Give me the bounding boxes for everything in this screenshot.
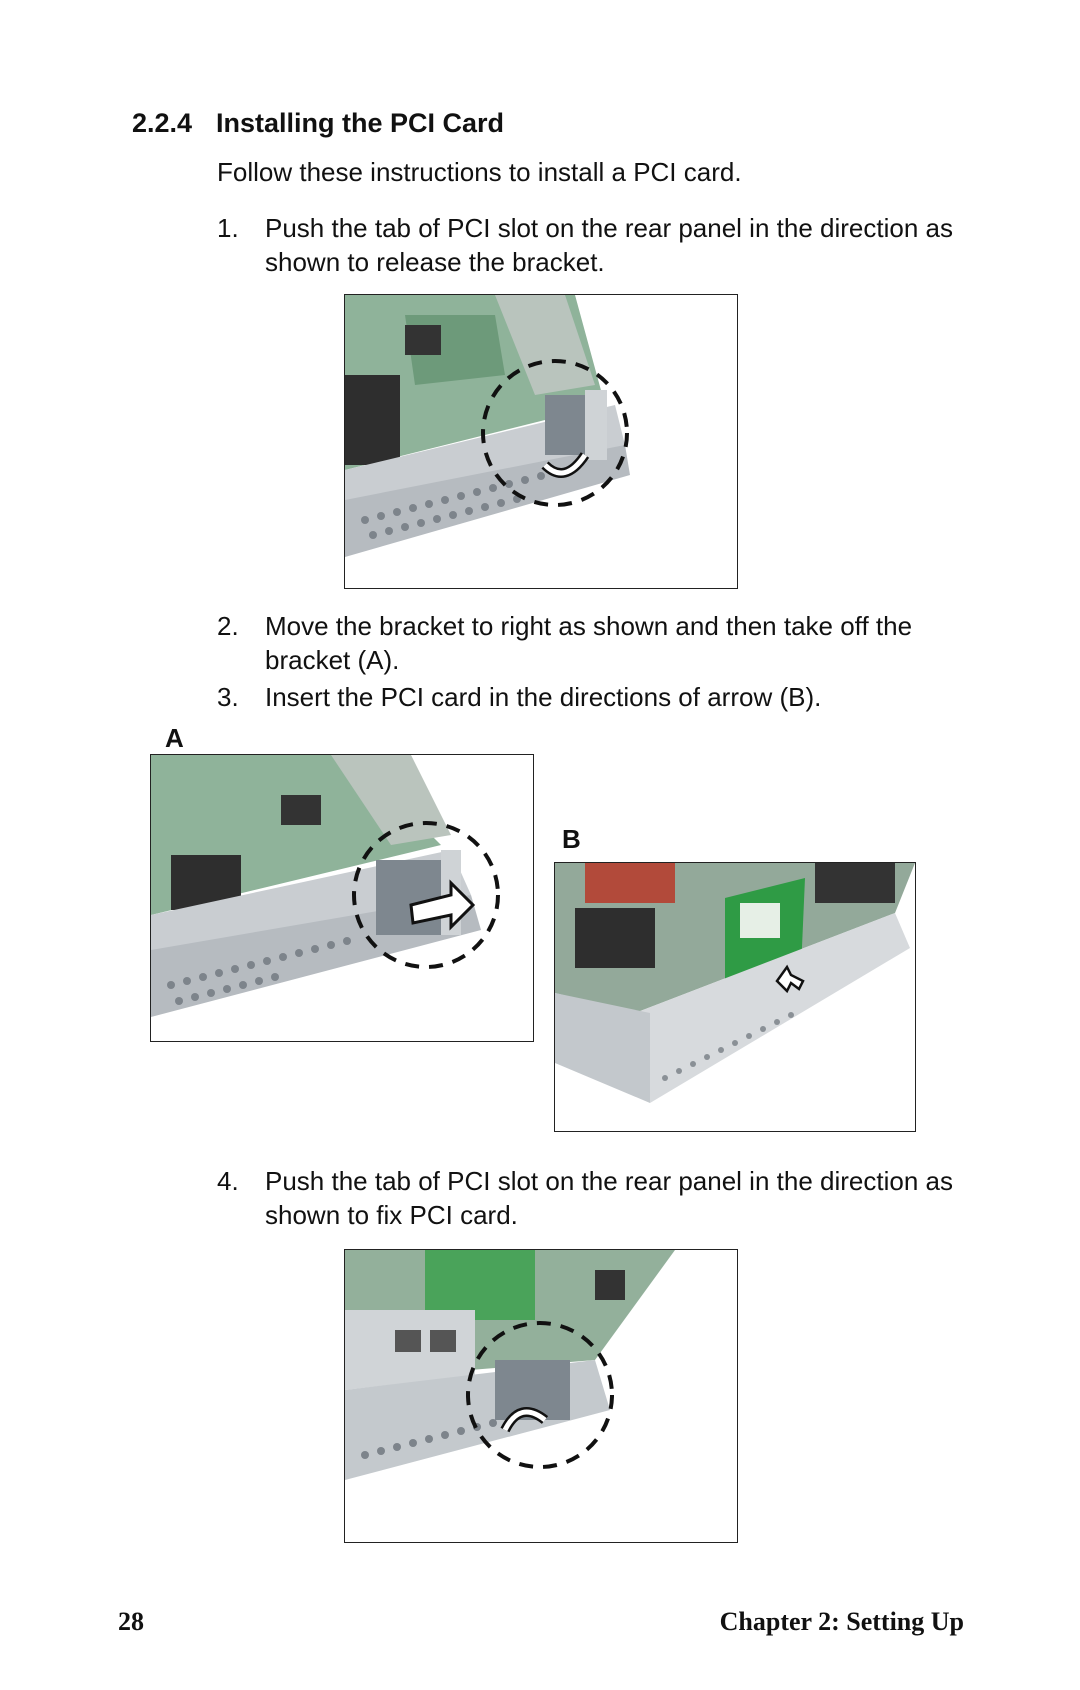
- step-number: 2.: [217, 611, 239, 641]
- page-number: 28: [118, 1607, 144, 1636]
- step-number: 1.: [217, 213, 239, 243]
- section-number: 2.2.4: [132, 108, 193, 138]
- chassis-illustration: [151, 755, 533, 1041]
- intro-text: Follow these instructions to install a PCI card.: [217, 157, 742, 187]
- step-text: Push the tab of PCI slot on the rear panel in the direction as shown to fix PCI card.: [265, 1166, 953, 1230]
- step-number: 3.: [217, 682, 239, 712]
- figure-remove-bracket: [150, 754, 534, 1042]
- step-text: Insert the PCI card in the directions of arrow (B).: [265, 682, 822, 712]
- chassis-illustration: [555, 863, 915, 1131]
- chapter-title: Chapter 2: Setting Up: [719, 1607, 964, 1636]
- chassis-illustration: [345, 1250, 737, 1542]
- step-text: Push the tab of PCI slot on the rear panel in the direction as shown to release the bracket.: [265, 213, 953, 277]
- chassis-illustration: [345, 295, 737, 588]
- figure-release-bracket: [344, 294, 738, 589]
- figure-insert-card: [554, 862, 916, 1132]
- section-heading: [132, 108, 504, 139]
- step-1: [217, 211, 965, 279]
- figure-label-a: A: [165, 723, 184, 753]
- step-4: [217, 1164, 965, 1232]
- step-text: Move the bracket to right as shown and then take off the bracket (A).: [265, 611, 913, 675]
- step-2: [217, 609, 965, 677]
- figure-fix-card: [344, 1249, 738, 1543]
- step-number: 4.: [217, 1166, 239, 1196]
- figure-label-b: B: [562, 824, 581, 854]
- step-3: [217, 680, 965, 714]
- section-title: Installing the PCI Card: [216, 108, 505, 138]
